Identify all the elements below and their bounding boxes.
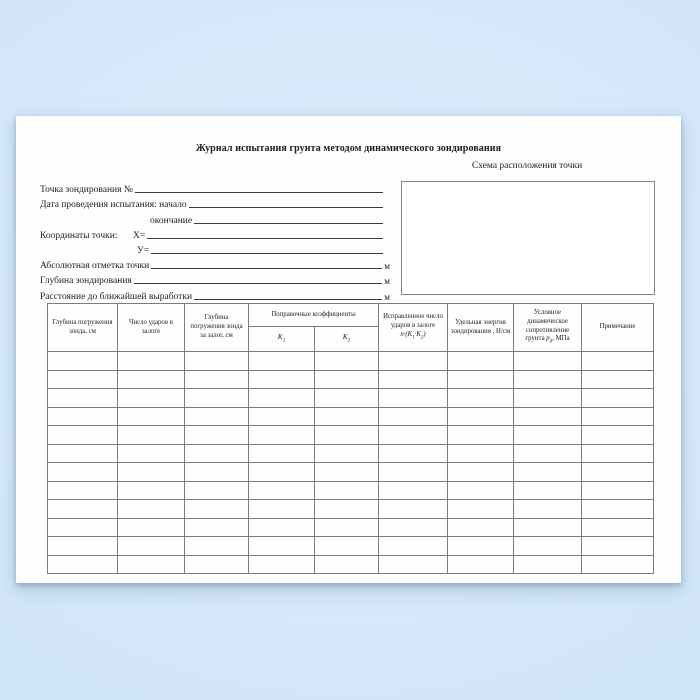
fill-in-line xyxy=(151,268,382,269)
table-cell xyxy=(514,500,582,519)
table-cell xyxy=(315,444,379,463)
resistance-symbol: $p_д$ xyxy=(546,335,553,345)
table-cell xyxy=(514,352,582,371)
table-cell xyxy=(514,444,582,463)
col-header-k1: $К_1$ xyxy=(249,327,315,352)
field-coordinate-y xyxy=(40,241,390,256)
table-cell xyxy=(185,444,249,463)
col-header-probe-depth: Глубина погружения зонда, см xyxy=(48,304,118,352)
table-cell xyxy=(514,370,582,389)
table-row xyxy=(48,407,654,426)
table-cell xyxy=(448,500,514,519)
table-cell xyxy=(582,518,654,537)
col-header-probe-depth-per-set: Глубина погружения зонда за залог, см xyxy=(185,304,249,352)
meters-unit: м xyxy=(384,276,390,287)
table-cell xyxy=(48,407,118,426)
table-row xyxy=(48,481,654,500)
table-cell xyxy=(315,555,379,574)
table-cell xyxy=(448,370,514,389)
table-cell xyxy=(249,407,315,426)
fill-in-line xyxy=(151,253,383,254)
table-cell xyxy=(379,518,448,537)
field-label: У= xyxy=(137,245,150,256)
meters-unit: м xyxy=(384,261,390,272)
table-cell xyxy=(582,463,654,482)
field-label: окончание xyxy=(150,215,193,226)
table-row xyxy=(48,463,654,482)
col-header-note: Примечание xyxy=(582,304,654,352)
table-cell xyxy=(48,463,118,482)
table-cell xyxy=(185,352,249,371)
table-cell xyxy=(249,555,315,574)
table-row xyxy=(48,555,654,574)
field-label: Абсолютная отметка точки xyxy=(40,261,150,272)
table-cell xyxy=(448,352,514,371)
table-cell xyxy=(185,555,249,574)
field-point-number xyxy=(40,180,390,195)
field-date-start xyxy=(40,195,390,210)
table-cell xyxy=(379,481,448,500)
fill-in-line xyxy=(147,238,383,239)
col-header-correction-group: Поправочные коэффициенты xyxy=(249,304,379,327)
table-cell xyxy=(249,500,315,519)
table-cell xyxy=(315,389,379,408)
field-sounding-depth xyxy=(40,271,390,286)
table-cell xyxy=(249,444,315,463)
fill-in-line xyxy=(194,299,382,300)
table-row xyxy=(48,444,654,463)
table-cell xyxy=(315,407,379,426)
col-header-corrected-blows xyxy=(379,304,448,352)
table-cell xyxy=(118,444,185,463)
table-cell xyxy=(118,370,185,389)
table-cell xyxy=(379,463,448,482)
table-cell xyxy=(379,500,448,519)
table-cell xyxy=(582,555,654,574)
table-cell xyxy=(185,389,249,408)
table-cell xyxy=(185,426,249,445)
table-cell xyxy=(582,426,654,445)
table-cell xyxy=(249,352,315,371)
table-cell xyxy=(582,500,654,519)
table-cell xyxy=(448,481,514,500)
table-cell xyxy=(315,481,379,500)
table-cell xyxy=(514,426,582,445)
table-cell xyxy=(48,352,118,371)
table-cell xyxy=(185,518,249,537)
col-header-k2: $К_2$ xyxy=(315,327,379,352)
schema-title: Схема расположения точки xyxy=(471,161,583,171)
table-cell xyxy=(514,389,582,408)
table-cell xyxy=(448,518,514,537)
table-cell xyxy=(249,537,315,556)
table-cell xyxy=(118,463,185,482)
table-row xyxy=(48,518,654,537)
table-cell xyxy=(315,500,379,519)
corrected-blows-formula: $n\cdot(К_1\cdot К_2)$ xyxy=(400,330,426,341)
fill-in-line xyxy=(135,192,383,193)
table-row xyxy=(48,500,654,519)
field-label: Точка зондирования № xyxy=(40,185,133,196)
table-cell xyxy=(118,389,185,408)
table-cell xyxy=(514,555,582,574)
table-cell xyxy=(185,500,249,519)
table-row xyxy=(48,426,654,445)
table-cell xyxy=(315,426,379,445)
table-cell xyxy=(514,463,582,482)
table-cell xyxy=(118,426,185,445)
table-row xyxy=(48,389,654,408)
table-cell xyxy=(315,537,379,556)
table-cell xyxy=(185,407,249,426)
table-cell xyxy=(315,463,379,482)
field-absolute-mark xyxy=(40,256,390,271)
header-fields xyxy=(40,180,390,302)
form-page xyxy=(16,116,681,583)
table-cell xyxy=(185,463,249,482)
table-cell xyxy=(48,537,118,556)
field-label: Х= xyxy=(133,230,146,241)
table-cell xyxy=(582,407,654,426)
table-cell xyxy=(48,518,118,537)
resistance-text: Условное динамическое сопротивление грунта xyxy=(525,308,570,343)
table-cell xyxy=(514,481,582,500)
col-header-dynamic-resistance xyxy=(514,304,582,352)
table-cell xyxy=(185,537,249,556)
table-cell xyxy=(448,463,514,482)
journal-table-body xyxy=(48,352,654,574)
table-cell xyxy=(379,352,448,371)
table-cell xyxy=(315,518,379,537)
field-label: Координаты точки: xyxy=(40,230,118,241)
table-cell xyxy=(249,370,315,389)
table-cell xyxy=(48,444,118,463)
table-cell xyxy=(514,537,582,556)
field-label: Дата проведения испытания: начало xyxy=(40,200,187,211)
table-cell xyxy=(582,537,654,556)
fill-in-line xyxy=(194,223,383,224)
table-cell xyxy=(118,537,185,556)
table-cell xyxy=(379,537,448,556)
table-cell xyxy=(448,426,514,445)
table-row xyxy=(48,370,654,389)
table-cell xyxy=(118,555,185,574)
table-cell xyxy=(118,500,185,519)
table-cell xyxy=(379,407,448,426)
table-cell xyxy=(185,481,249,500)
table-cell xyxy=(48,500,118,519)
table-cell xyxy=(448,444,514,463)
table-cell xyxy=(315,370,379,389)
journal-table xyxy=(47,303,654,574)
page-title: Журнал испытания грунта методом динамического зондирования xyxy=(195,143,502,154)
table-cell xyxy=(582,481,654,500)
field-label: Расстояние до ближайшей выработки xyxy=(40,291,193,302)
table-cell xyxy=(48,481,118,500)
fill-in-line xyxy=(189,207,383,208)
table-row xyxy=(48,537,654,556)
table-cell xyxy=(185,370,249,389)
table-cell xyxy=(379,426,448,445)
table-cell xyxy=(448,555,514,574)
table-cell xyxy=(448,389,514,408)
table-cell xyxy=(249,481,315,500)
table-cell xyxy=(118,407,185,426)
table-cell xyxy=(582,352,654,371)
field-coordinate-x xyxy=(40,226,390,241)
field-label: Глубина зондирования xyxy=(40,276,132,287)
table-cell xyxy=(118,352,185,371)
table-row xyxy=(48,352,654,371)
table-cell xyxy=(249,463,315,482)
table-cell xyxy=(249,426,315,445)
col-header-blows-count: Число ударов в залоге xyxy=(118,304,185,352)
table-cell xyxy=(48,555,118,574)
table-cell xyxy=(118,518,185,537)
table-cell xyxy=(249,389,315,408)
table-cell xyxy=(48,389,118,408)
table-cell xyxy=(448,407,514,426)
table-cell xyxy=(379,444,448,463)
table-cell xyxy=(118,481,185,500)
meters-unit: м xyxy=(384,291,390,302)
table-cell xyxy=(514,407,582,426)
table-cell xyxy=(249,518,315,537)
table-cell xyxy=(379,370,448,389)
field-date-end xyxy=(40,210,390,225)
table-cell xyxy=(448,537,514,556)
journal-table-wrap xyxy=(47,303,653,574)
table-cell xyxy=(48,426,118,445)
table-cell xyxy=(379,389,448,408)
table-cell xyxy=(582,444,654,463)
field-distance-to-working xyxy=(40,286,390,301)
table-cell xyxy=(582,389,654,408)
table-cell xyxy=(582,370,654,389)
fill-in-line xyxy=(134,283,382,284)
table-cell xyxy=(514,518,582,537)
corrected-blows-text: Исправленное число ударов в залоге xyxy=(383,313,443,330)
schema-box xyxy=(401,181,655,295)
table-cell xyxy=(315,352,379,371)
table-cell xyxy=(379,555,448,574)
resistance-unit: , МПа xyxy=(552,335,570,343)
table-cell xyxy=(48,370,118,389)
col-header-specific-energy: Удельная энергия зондирования , Н/см xyxy=(448,304,514,352)
journal-table-head xyxy=(48,304,654,352)
